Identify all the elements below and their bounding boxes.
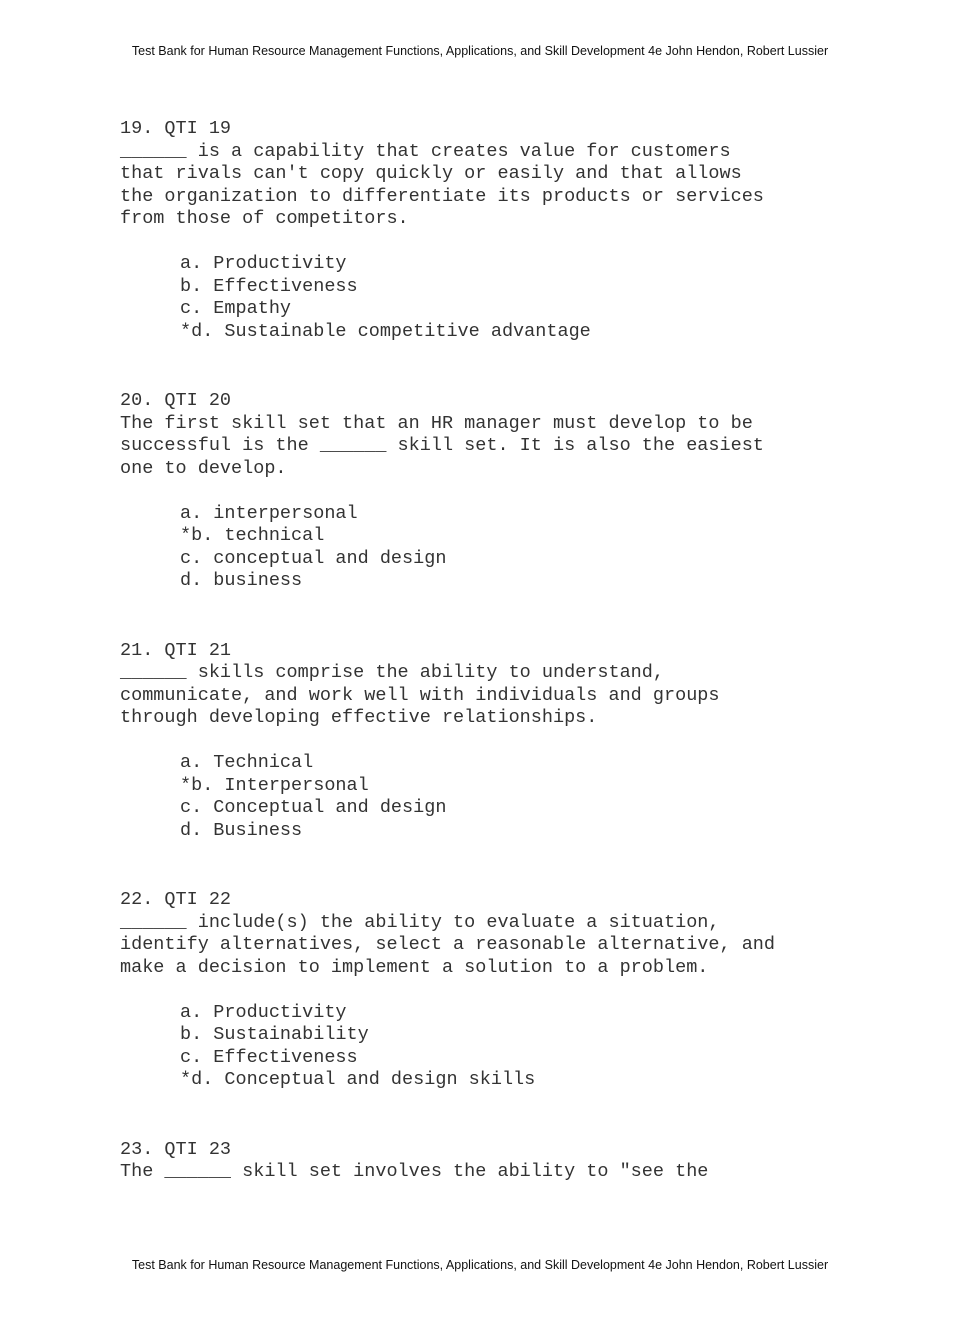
question-22 bbox=[120, 889, 860, 1092]
answer-options bbox=[120, 503, 860, 593]
answer-options bbox=[120, 253, 860, 343]
question-20 bbox=[120, 390, 860, 593]
correct-answer-option: *b. Interpersonal bbox=[180, 774, 369, 796]
question-number: 20. QTI 20 bbox=[120, 390, 232, 411]
question-19 bbox=[120, 118, 860, 343]
correct-answer-option: *d. Sustainable competitive advantage bbox=[180, 320, 591, 342]
question-text: ______ is a capability that creates value for customers that rivals can't copy quickly or easily and that allows the organization to differentiate its products or services from those of competitors. bbox=[120, 140, 764, 229]
question-number: 23. QTI 23 bbox=[120, 1138, 232, 1160]
question-text: ______ include(s) the ability to evaluate a situation, identify alternatives, select a reasonable alternative, and make a decision to implement a solution to a problem. bbox=[120, 911, 776, 978]
question-23 bbox=[120, 1139, 860, 1184]
answer-options bbox=[120, 752, 860, 842]
question-21 bbox=[120, 640, 860, 843]
question-number: 21. QTI 21 bbox=[120, 639, 232, 661]
answer-option: d. business bbox=[180, 570, 303, 591]
answer-option: c. Empathy bbox=[180, 298, 292, 319]
question-number: 22. QTI 22 bbox=[120, 889, 232, 910]
answer-option: b. Sustainability bbox=[180, 1024, 369, 1045]
question-list bbox=[120, 118, 860, 1231]
question-text: The first skill set that an HR manager must develop to be successful is the ______ skill set. It is also the easiest one to develop. bbox=[120, 412, 764, 479]
running-header: Test Bank for Human Resource Management Functions, Applications, and Skill Development 4e John Hendon, Robert Lussier bbox=[131, 44, 829, 58]
answer-options bbox=[120, 1002, 860, 1092]
answer-option: d. Business bbox=[180, 819, 303, 841]
correct-answer-option: *d. Conceptual and design skills bbox=[180, 1069, 536, 1090]
correct-answer-option: *b. technical bbox=[180, 525, 325, 546]
answer-option: a. Productivity bbox=[180, 1001, 347, 1023]
answer-option: a. Technical bbox=[180, 752, 314, 773]
answer-option: a. Productivity bbox=[180, 253, 347, 274]
running-footer: Test Bank for Human Resource Management Functions, Applications, and Skill Development 4e John Hendon, Robert Lussier bbox=[131, 1258, 829, 1272]
question-text: The ______ skill set involves the ability to "see the bbox=[120, 1161, 709, 1182]
question-text: ______ skills comprise the ability to understand, communicate, and work well with individuals and groups through developing effective relationships. bbox=[120, 662, 720, 728]
answer-option: c. Effectiveness bbox=[180, 1046, 358, 1068]
answer-option: b. Effectiveness bbox=[180, 275, 358, 297]
question-number: 19. QTI 19 bbox=[120, 118, 232, 139]
answer-option: c. conceptual and design bbox=[180, 547, 447, 569]
answer-option: c. Conceptual and design bbox=[180, 797, 447, 818]
answer-option: a. interpersonal bbox=[180, 502, 358, 524]
